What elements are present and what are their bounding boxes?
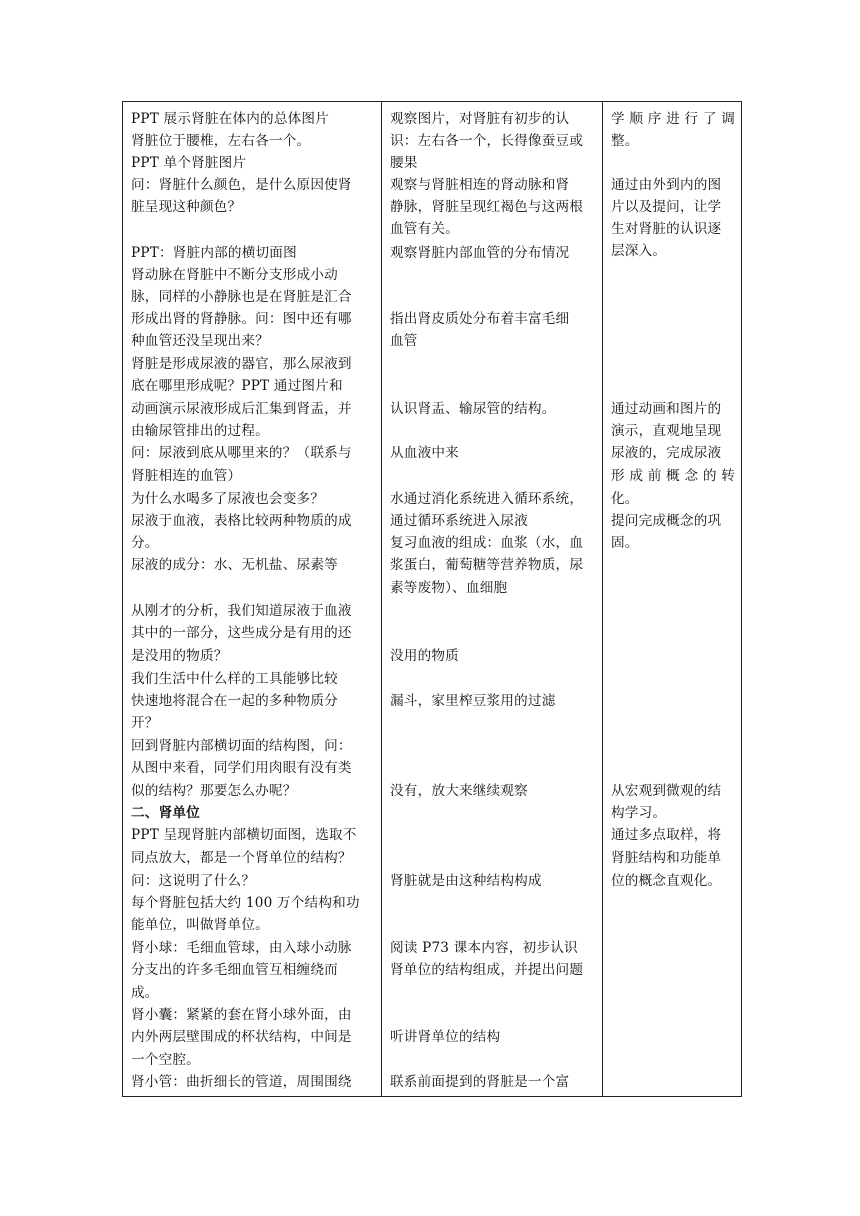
text-line: 从血液中来 [390,445,459,461]
text-line: 固。 [611,535,639,551]
text-line: 肾脏相连的血管） [131,468,242,484]
text-line: PPT 呈现肾脏内部横切面图，选取不 [131,827,357,843]
text-line: 快速地将混合在一起的多种物质分 [131,693,338,709]
text-line: 肾单位的结构组成，并提出问题 [390,962,584,978]
text-line: 通过动画和图片的 [611,401,722,417]
text-line: 问：这说明了什么？ [131,873,256,889]
text-line: 素等废物）、血细胞 [390,580,508,596]
text-line: 底在哪里形成呢？PPT 通过图片和 [131,378,343,394]
text-line: 浆蛋白，葡萄糖等营养物质，尿 [390,557,584,573]
text-line: 尿液的成分：水、无机盐、尿素等 [131,557,338,573]
text-line: 我们生活中什么样的工具能够比较 [131,671,338,687]
text-line: 化。 [611,491,639,507]
text-line: 位的概念直观化。 [611,873,722,889]
text-line: 阅读 P73 课本内容，初步认识 [390,940,578,956]
text-line: 生对肾脏的认识逐 [611,221,722,237]
text-line: 是没用的物质？ [131,648,228,664]
text-line: 整。 [611,133,639,149]
text-line: 观察图片，对肾脏有初步的认 [390,111,570,127]
text-line: 腰果 [390,155,418,171]
text-line: 没有，放大来继续观察 [390,783,528,799]
text-line: 构学习。 [611,805,667,821]
text-line: 回到肾脏内部横切面的结构图，问： [131,738,352,754]
text-line: PPT：肾脏内部的横切面图 [131,245,297,261]
text-line: 通过由外到内的图 [611,177,722,193]
text-line: 种血管还没呈现出来？ [131,333,269,349]
text-line: 尿液的，完成尿液 [611,445,722,461]
text-line: 分。 [131,535,159,551]
text-line: 肾小管：曲折细长的管道，周围围绕 [131,1074,352,1090]
text-line: 识：左右各一个，长得像蚕豆或 [390,133,584,149]
text-line: 听讲肾单位的结构 [390,1029,501,1045]
text-line: 漏斗，家里榨豆浆用的过滤 [390,693,556,709]
lesson-plan-table [122,101,742,1097]
text-line: 能单位，叫做肾单位。 [131,917,269,933]
text-line: 学顺序进行了调 [611,111,735,127]
student-activity-column [382,102,603,1097]
text-line: 由输尿管排出的过程。 [131,423,269,439]
text-line: 内外两层壁围成的杯状结构，中间是 [131,1029,352,1045]
text-line: 形成出肾的肾静脉。问：图中还有哪 [131,311,352,327]
design-intent-column [603,102,742,1097]
text-line: 从刚才的分析，我们知道尿液于血液 [131,603,352,619]
text-line: 通过循环系统进入尿液 [390,513,528,529]
section-heading: 二、肾单位 [131,805,200,821]
text-line: 血管 [390,333,418,349]
table-row [123,102,742,1097]
text-line: 肾脏位于腰椎，左右各一个。 [131,133,311,149]
text-line: 观察肾脏内部血管的分布情况 [390,245,570,261]
text-line: 尿液于血液，表格比较两种物质的成 [131,513,352,529]
text-line: 为什么水喝多了尿液也会变多？ [131,491,325,507]
teacher-activity-column [123,102,382,1097]
text-line: 肾小球：毛细血管球，由入球小动脉 [131,940,352,956]
teacher-activity-cell [123,102,381,1096]
text-line: 分支出的许多毛细血管互相缠绕而 [131,962,338,978]
text-line: 似的结构？那要怎么办呢？ [131,783,297,799]
text-line: 成。 [131,985,159,1001]
text-line: 认识肾盂、输尿管的结构。 [390,401,556,417]
student-activity-cell [382,102,602,1096]
text-line: 血管有关。 [390,221,459,237]
text-line: 水通过消化系统进入循环系统， [390,491,584,507]
text-line: 从宏观到微观的结 [611,783,722,799]
text-line: 提问完成概念的巩 [611,513,722,529]
text-line: 联系前面提到的肾脏是一个富 [390,1074,570,1090]
text-line: 肾动脉在肾脏中不断分支形成小动 [131,267,338,283]
text-line: 脏呈现这种颜色？ [131,199,242,215]
text-line: PPT 单个肾脏图片 [131,155,247,171]
text-line: 问：肾脏什么颜色，是什么原因使肾 [131,177,352,193]
design-intent-cell [603,102,741,1096]
text-line: 静脉，肾脏呈现红褐色与这两根 [390,199,584,215]
text-line: 形成前概念的转 [611,468,735,484]
text-line: 其中的一部分，这些成分是有用的还 [131,625,352,641]
text-line: 肾脏就是由这种结构构成 [390,873,542,889]
text-line: 问：尿液到底从哪里来的？（联系与 [131,445,352,461]
text-line: 指出肾皮质处分布着丰富毛细 [390,311,570,327]
text-line: 肾脏结构和功能单 [611,850,722,866]
text-line: 肾小囊：紧紧的套在肾小球外面，由 [131,1007,352,1023]
text-line: 没用的物质 [390,648,459,664]
text-line: 肾脏是形成尿液的器官，那么尿液到 [131,356,352,372]
text-line: 演示，直观地呈现 [611,423,722,439]
text-line: 同点放大，都是一个肾单位的结构？ [131,850,352,866]
text-line: 动画演示尿液形成后汇集到肾盂，并 [131,401,352,417]
text-line: 每个肾脏包括大约 100 万个结构和功 [131,895,360,911]
text-line: 脉，同样的小静脉也是在肾脏是汇合 [131,289,352,305]
text-line: 复习血液的组成：血浆（水，血 [390,535,584,551]
text-line: 开？ [131,715,159,731]
text-line: 从图中来看，同学们用肉眼有没有类 [131,760,352,776]
text-line: 通过多点取样，将 [611,827,722,843]
text-line: 一个空腔。 [131,1052,200,1068]
text-line: PPT 展示肾脏在体内的总体图片 [131,111,330,127]
text-line: 观察与肾脏相连的肾动脉和肾 [390,177,570,193]
text-line: 片以及提问，让学 [611,199,722,215]
text-line: 层深入。 [611,243,667,259]
